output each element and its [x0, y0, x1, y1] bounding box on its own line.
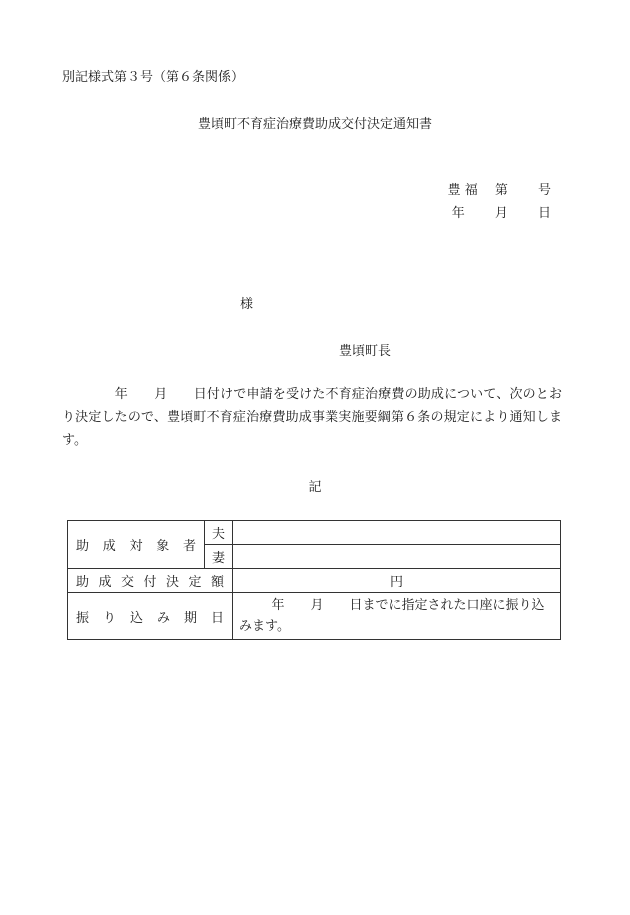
body-text: 年 月 日付けで申請を受けた不育症治療費の助成について、次のとおり決定したので、豊頃町不育症治療費助成事業実施要綱第６条の規定により通知します。 [62, 387, 562, 448]
sender-name: 豊頃町長 [339, 344, 392, 359]
addressee-honorific: 様 [240, 297, 254, 312]
form-number: 別記様式第３号（第６条関係） [62, 70, 245, 85]
wife-name-field [233, 545, 561, 569]
ki-heading: 記 [308, 480, 322, 495]
transfer-label: 振り込み期日 [68, 593, 233, 640]
table-row [68, 569, 561, 593]
issue-date: 年 月 日 [451, 206, 551, 221]
husband-label: 夫 [205, 521, 233, 545]
recipient-label: 助成対象者 [68, 521, 205, 569]
detail-table [67, 520, 561, 640]
table-row [68, 593, 561, 640]
body-paragraph [62, 383, 562, 452]
amount-unit: 円 [233, 569, 561, 593]
husband-name-field [233, 521, 561, 545]
amount-label: 助成交付決定額 [68, 569, 233, 593]
reference-number: 豊 福 第 号 [447, 183, 551, 198]
wife-label: 妻 [205, 545, 233, 569]
table-row [68, 521, 561, 545]
document-title: 豊頃町不育症治療費助成交付決定通知書 [197, 117, 432, 132]
transfer-text: 年 月 日までに指定された口座に振り込みます。 [233, 593, 561, 640]
